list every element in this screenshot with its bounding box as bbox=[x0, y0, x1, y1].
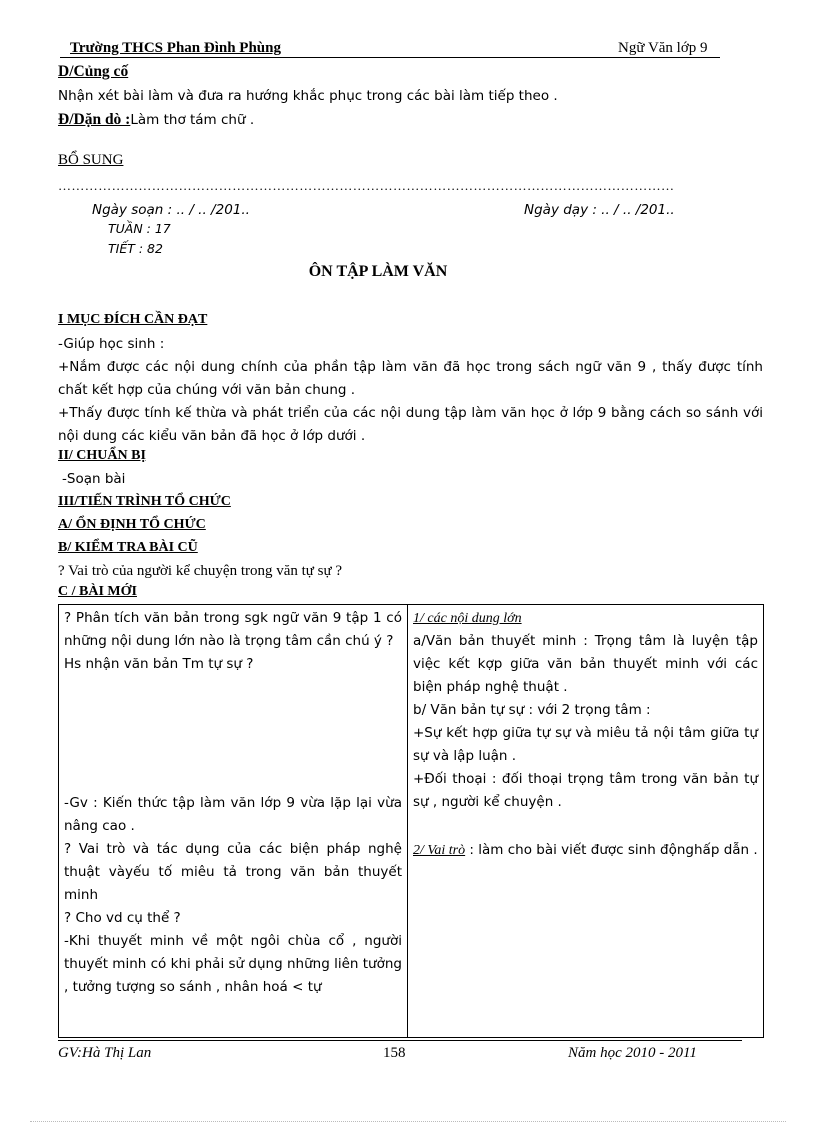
right-item: +Sự kết hợp giữa tự sự và miêu tả nội tâm giữa tự sự và lập luận . bbox=[413, 725, 758, 764]
left-item: Hs nhận văn bản Tm tự sự ? bbox=[64, 656, 254, 672]
supplement-heading: BỔ SUNG bbox=[58, 152, 124, 168]
left-item: ? Phân tích văn bản trong sgk ngữ văn 9 tập 1 có những nội dung lớn nào là trọng tâm cần chú ý ? bbox=[64, 610, 402, 649]
objectives-heading: I MỤC ĐÍCH CẦN ĐẠT bbox=[58, 312, 208, 327]
table-row bbox=[59, 605, 764, 1038]
role-label: 2/ Vai trò bbox=[413, 843, 466, 858]
right-item: b/ Văn bản tự sự : với 2 trọng tâm : bbox=[413, 702, 651, 718]
prep-date: Ngày soạn : .. / .. /201.. bbox=[92, 202, 250, 218]
process-heading: III/TIẾN TRÌNH TỔ CHỨC bbox=[58, 494, 231, 509]
content-cell bbox=[408, 605, 764, 1038]
homework-text: Làm thơ tám chữ . bbox=[130, 112, 255, 128]
header-school: Trường THCS Phan Đình Phùng bbox=[70, 40, 281, 56]
role-line bbox=[413, 839, 758, 862]
period: TIẾT : 82 bbox=[108, 241, 163, 256]
objective-line: -Giúp học sinh : bbox=[58, 336, 165, 352]
role-text: : làm cho bài viết được sinh độnghấp dẫn . bbox=[465, 842, 758, 858]
footer-rule bbox=[58, 1040, 742, 1041]
new-lesson-heading: C / BÀI MỚI bbox=[58, 584, 137, 599]
objectives-text bbox=[58, 333, 763, 448]
header-subject: Ngữ Văn lớp 9 bbox=[618, 40, 708, 56]
left-item: -Gv : Kiến thức tập làm văn lớp 9 vừa lặp lại vừa nâng cao . bbox=[64, 795, 402, 834]
homework-line bbox=[58, 111, 254, 129]
preparation-heading: II/ CHUẨN BỊ bbox=[58, 448, 146, 463]
right-item: +Đối thoại : đối thoại trọng tâm trong văn bản tự sự , người kể chuyện . bbox=[413, 771, 758, 810]
teacher-activity-cell bbox=[59, 605, 408, 1038]
old-lesson-heading: B/ KIỂM TRA BÀI CŨ bbox=[58, 540, 198, 555]
consolidate-heading: D/Củng cố bbox=[58, 63, 129, 80]
teach-date: Ngày dạy : .. / .. /201.. bbox=[524, 202, 675, 218]
objective-line: +Thấy được tính kế thừa và phát triển của các nội dung tập làm văn học ở lớp 9 bằng cách so sánh với nội dung các kiểu văn bản đã học ở lớp dưới . bbox=[58, 405, 763, 444]
left-item: ? Vai trò và tác dụng của các biện pháp nghệ thuật vàyếu tố miêu tả trong văn bản thuyết minh bbox=[64, 841, 402, 903]
header-rule bbox=[60, 57, 720, 58]
page-edge bbox=[30, 1121, 786, 1122]
lesson-table bbox=[58, 604, 764, 1038]
week: TUẦN : 17 bbox=[108, 221, 171, 236]
homework-heading: Đ/Dặn dò : bbox=[58, 111, 131, 128]
left-item: ? Cho vd cụ thể ? bbox=[64, 910, 181, 926]
footer-teacher: GV:Hà Thị Lan bbox=[58, 1045, 152, 1061]
footer-page: 158 bbox=[383, 1045, 406, 1061]
objective-line: +Nắm được các nội dung chính của phần tập làm văn đã học trong sách ngữ văn 9 , thấy được tính chất kết hợp của chúng với văn bản chung . bbox=[58, 359, 763, 398]
lesson-title: ÔN TẬP LÀM VĂN bbox=[308, 263, 448, 280]
old-lesson-question: ? Vai trò của người kể chuyện trong văn tự sự ? bbox=[58, 563, 343, 579]
footer-year: Năm học 2010 - 2011 bbox=[568, 1045, 697, 1061]
right-heading: 1/ các nội dung lớn bbox=[413, 611, 522, 626]
right-item: a/Văn bản thuyết minh : Trọng tâm là luyện tập việc kết kợp giữa văn bản thuyết minh với các biện pháp nghệ thuật . bbox=[413, 633, 758, 695]
left-item: -Khi thuyết minh về một ngôi chùa cổ , người thuyết minh có khi phải sử dụng những liên tưởng , tưởng tượng so sánh , nhân hoá < tự bbox=[64, 933, 402, 995]
preparation-text: -Soạn bài bbox=[62, 471, 126, 487]
stabilize-heading: A/ ỔN ĐỊNH TỔ CHỨC bbox=[58, 517, 206, 532]
consolidate-text: Nhận xét bài làm và đưa ra hướng khắc phục trong các bài làm tiếp theo . bbox=[58, 88, 558, 104]
supplement-dots: ………………………………………………………………………………………………………………………… bbox=[58, 178, 675, 193]
